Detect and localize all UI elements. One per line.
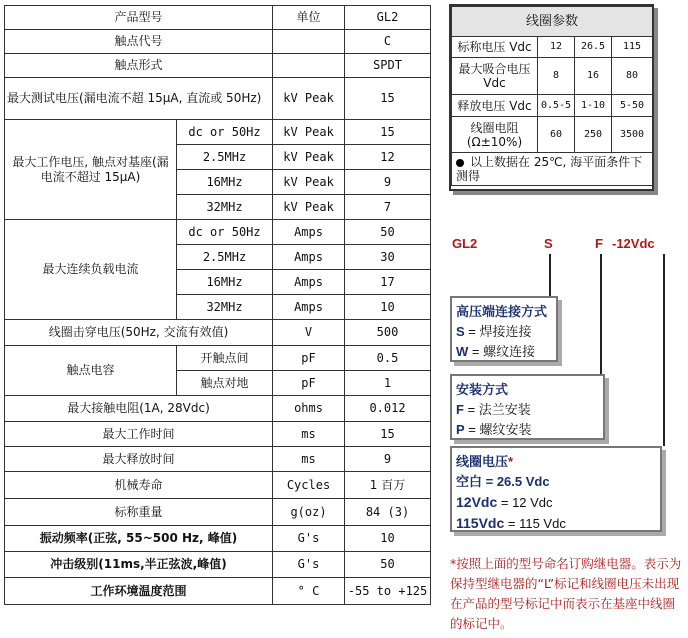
- row-value: 15: [345, 422, 431, 447]
- row-label: 工作环境温度范围: [5, 578, 273, 605]
- row-label: 冲击级别(11ms,半正弦波,峰值): [5, 552, 273, 578]
- row-unit: kV Peak: [273, 195, 345, 220]
- connection-desc-w: = 螺纹连接: [468, 344, 536, 359]
- col-product-model: 产品型号: [5, 6, 273, 30]
- coil-label: 线圈电阻 (Ω±10%): [452, 117, 538, 153]
- row-unit: Amps: [273, 220, 345, 245]
- coil-table: [451, 6, 653, 186]
- coil-label: 最大吸合电压 Vdc: [452, 58, 538, 95]
- row-unit: Cycles: [273, 472, 345, 499]
- asterisk: *: [508, 454, 514, 469]
- row-value: 0.012: [345, 396, 431, 422]
- row-label: 标称重量: [5, 499, 273, 526]
- mounting-type-box: [450, 374, 605, 440]
- row-label: 振动频率(正弦, 55~500 Hz, 峰值): [5, 526, 273, 552]
- row-unit: Amps: [273, 295, 345, 320]
- row-label: 机械寿命: [5, 472, 273, 499]
- connector-line-v: [663, 254, 665, 446]
- row-unit: G's: [273, 552, 345, 578]
- connection-key-s: S: [456, 324, 465, 339]
- row-unit: Amps: [273, 270, 345, 295]
- row-unit: ms: [273, 447, 345, 472]
- table-row: [5, 422, 431, 447]
- coil-note-row: [452, 153, 653, 186]
- row-freq: dc or 50Hz: [177, 220, 273, 245]
- table-row: [5, 552, 431, 578]
- row-value: 0.5: [345, 346, 431, 371]
- row-unit: kV Peak: [273, 78, 345, 120]
- coil-value: 3500: [612, 117, 653, 153]
- row-freq: 2.5MHz: [177, 145, 273, 170]
- table-row: [5, 396, 431, 422]
- row-value: 50: [345, 220, 431, 245]
- coil-value: 0.5-5: [538, 95, 575, 117]
- row-unit: [273, 30, 345, 54]
- row-value: -55 to +125: [345, 578, 431, 605]
- row-label: 最大接触电阻(1A, 28Vdc): [5, 396, 273, 422]
- table-row: [5, 346, 431, 371]
- row-label: 线圈击穿电压(50Hz, 交流有效值): [5, 320, 273, 346]
- coil-voltage-box: [450, 446, 662, 532]
- table-row: [5, 472, 431, 499]
- coil-value: 1-10: [575, 95, 612, 117]
- row-value: 1: [345, 371, 431, 396]
- coil-voltage-key-12: 12Vdc: [456, 494, 498, 510]
- col-gl2: GL2: [345, 6, 431, 30]
- coil-voltage-desc-115: = 115 Vdc: [504, 516, 566, 531]
- row-value: C: [345, 30, 431, 54]
- row-freq: 16MHz: [177, 170, 273, 195]
- row-value: 10: [345, 295, 431, 320]
- row-unit: kV Peak: [273, 145, 345, 170]
- row-unit: ° C: [273, 578, 345, 605]
- connection-type-title: 高压端连接方式: [456, 304, 548, 319]
- table-row: [452, 95, 653, 117]
- coil-note: 以上数据在 25℃, 海平面条件下测得: [456, 155, 643, 183]
- row-value: 17: [345, 270, 431, 295]
- row-unit: G's: [273, 526, 345, 552]
- row-freq: 32MHz: [177, 295, 273, 320]
- table-row: [452, 58, 653, 95]
- row-value: 15: [345, 120, 431, 145]
- coil-parameters-panel: [449, 4, 654, 191]
- mounting-type-title: 安装方式: [456, 382, 509, 397]
- table-row: [5, 78, 431, 120]
- spec-table: [4, 5, 431, 605]
- coil-voltage-default: 空白 = 26.5 Vdc: [456, 474, 550, 489]
- coil-value: 8: [538, 58, 575, 95]
- connection-type-box: [450, 296, 558, 362]
- row-freq: 2.5MHz: [177, 245, 273, 270]
- col-unit: 单位: [273, 6, 345, 30]
- coil-value: 5-50: [612, 95, 653, 117]
- connection-desc-s: = 焊接连接: [464, 324, 532, 339]
- row-label: 最大工作时间: [5, 422, 273, 447]
- row-unit: pF: [273, 346, 345, 371]
- code-gl2: GL2: [452, 236, 478, 251]
- table-row: [452, 37, 653, 58]
- table-row: [5, 54, 431, 78]
- row-label: 最大释放时间: [5, 447, 273, 472]
- row-value: 9: [345, 170, 431, 195]
- table-row: [5, 526, 431, 552]
- coil-voltage-title: 线圈电压: [456, 454, 509, 469]
- spec-header-row: [5, 6, 431, 30]
- row-freq: 32MHz: [177, 195, 273, 220]
- coil-value: 16: [575, 58, 612, 95]
- row-value: 10: [345, 526, 431, 552]
- coil-value: 26.5: [575, 37, 612, 58]
- table-row: [5, 499, 431, 526]
- coil-value: 12: [538, 37, 575, 58]
- row-unit: pF: [273, 371, 345, 396]
- row-label: 最大测试电压(漏电流不超 15μA, 直流或 50Hz): [5, 78, 273, 120]
- coil-label: 释放电压 Vdc: [452, 95, 538, 117]
- table-row: [5, 320, 431, 346]
- coil-value: 60: [538, 117, 575, 153]
- table-row: [5, 30, 431, 54]
- row-value: SPDT: [345, 54, 431, 78]
- row-unit: V: [273, 320, 345, 346]
- row-sub: 触点对地: [177, 371, 273, 396]
- connection-key-w: W: [456, 344, 469, 359]
- table-row: [5, 447, 431, 472]
- row-value: 9: [345, 447, 431, 472]
- row-value: 7: [345, 195, 431, 220]
- connector-line-s: [549, 254, 551, 296]
- coil-title-row: [452, 7, 653, 37]
- bullet-icon: [456, 159, 464, 167]
- mounting-desc-f: = 法兰安装: [463, 402, 531, 417]
- row-value: 12: [345, 145, 431, 170]
- mounting-key-f: F: [456, 402, 464, 417]
- code-f: F: [595, 236, 603, 251]
- table-row: [5, 578, 431, 605]
- table-row: [452, 117, 653, 153]
- coil-value: 80: [612, 58, 653, 95]
- mounting-key-p: P: [456, 422, 465, 437]
- row-unit: kV Peak: [273, 170, 345, 195]
- coil-value: 250: [575, 117, 612, 153]
- connector-line-f: [600, 254, 602, 374]
- row-label: 触点代号: [5, 30, 273, 54]
- coil-value: 115: [612, 37, 653, 58]
- row-label: 触点电容: [5, 346, 177, 396]
- row-unit: kV Peak: [273, 120, 345, 145]
- row-unit: ohms: [273, 396, 345, 422]
- coil-voltage-key-115: 115Vdc: [456, 515, 505, 531]
- ordering-footnote: *按照上面的型号命名订购继电器。表示为保持型继电器的“L”标记和线圈电压未出现在产品的型号标记中而表示在基座中线圈的标记中。: [450, 556, 682, 631]
- row-label: 触点形式: [5, 54, 273, 78]
- code-voltage: -12Vdc: [612, 236, 655, 251]
- row-freq: dc or 50Hz: [177, 120, 273, 145]
- coil-voltage-desc-12: = 12 Vdc: [497, 495, 553, 510]
- row-unit: ms: [273, 422, 345, 447]
- row-freq: 16MHz: [177, 270, 273, 295]
- row-value: 1 百万: [345, 472, 431, 499]
- mounting-desc-p: = 螺纹安装: [464, 422, 532, 437]
- row-value: 15: [345, 78, 431, 120]
- table-row: [5, 220, 431, 245]
- table-row: [5, 120, 431, 145]
- row-label: 最大工作电压, 触点对基座(漏电流不超过 15μA): [5, 120, 177, 220]
- coil-title: 线圈参数: [452, 7, 653, 37]
- row-value: 84 (3): [345, 499, 431, 526]
- row-value: 50: [345, 552, 431, 578]
- coil-label: 标称电压 Vdc: [452, 37, 538, 58]
- row-label: 最大连续负载电流: [5, 220, 177, 320]
- row-value: 500: [345, 320, 431, 346]
- row-sub: 开触点间: [177, 346, 273, 371]
- row-unit: [273, 54, 345, 78]
- row-value: 30: [345, 245, 431, 270]
- row-unit: g(oz): [273, 499, 345, 526]
- code-s: S: [544, 236, 553, 251]
- row-unit: Amps: [273, 245, 345, 270]
